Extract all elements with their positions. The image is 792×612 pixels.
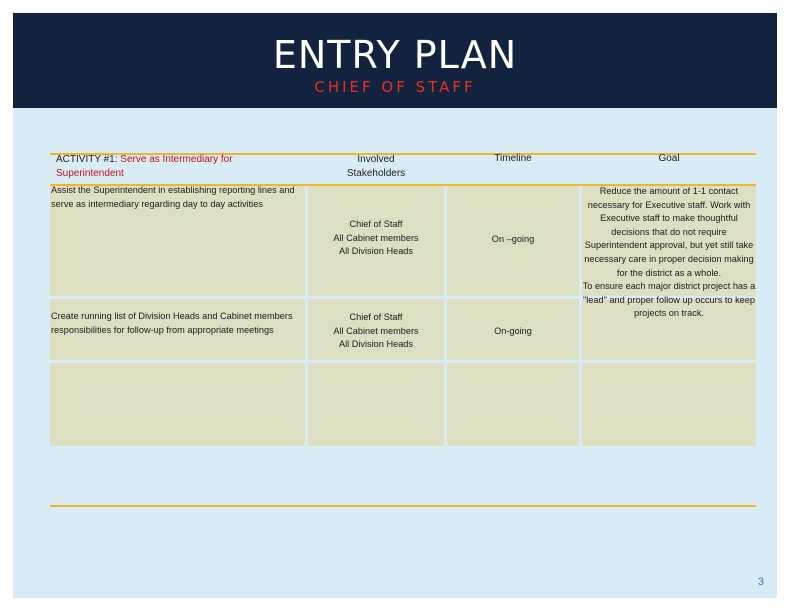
goal-text: Reduce the amount of 1-1 contact necessary for Executive staff. Work with Executive staff to make thoughtful decisions that do not require Superintendent approval, but yet still take necessary care in proper decision making for the district as a whole. To ensure each major district project has a "lead" and proper follow up occurs to keep projects on track. [582, 186, 756, 319]
stakeholders-text-2: Chief of Staff All Cabinet members All Division Heads [333, 312, 419, 350]
activity-number: ACTIVITY #1: [56, 154, 121, 165]
cell-activity-3 [50, 363, 305, 446]
goal-header: Goal [658, 153, 680, 164]
activity-title: Serve as Intermediary for [120, 154, 233, 165]
cell-goal-3 [582, 363, 756, 446]
page-number: 3 [757, 576, 764, 588]
timeline-text-1: On –going [491, 234, 535, 244]
cell-timeline-3 [447, 363, 579, 446]
table-bottom-rule [50, 505, 756, 507]
slide-title: ENTRY PLAN [272, 33, 518, 77]
title-banner [13, 13, 777, 108]
cell-stakeholders-3 [308, 363, 444, 446]
activity-title-line2: Superintendent [56, 167, 124, 179]
activity-header [56, 153, 296, 180]
slide-subtitle: CHIEF OF STAFF [314, 78, 476, 96]
slide [13, 13, 777, 598]
activity-text-1: Assist the Superintendent in establishing reporting lines and serve as intermediary regarding day to day activities [51, 185, 295, 209]
stakeholders-text-1: Chief of Staff All Cabinet members All Division Heads [333, 219, 419, 257]
stakeholders-header: Involved Stakeholders [346, 154, 406, 179]
timeline-text-2: On-going [494, 326, 532, 336]
timeline-header: Timeline [494, 153, 532, 164]
activity-text-2: Create running list of Division Heads and Cabinet members responsibilities for follow-up from appropriate meetings [51, 311, 293, 335]
